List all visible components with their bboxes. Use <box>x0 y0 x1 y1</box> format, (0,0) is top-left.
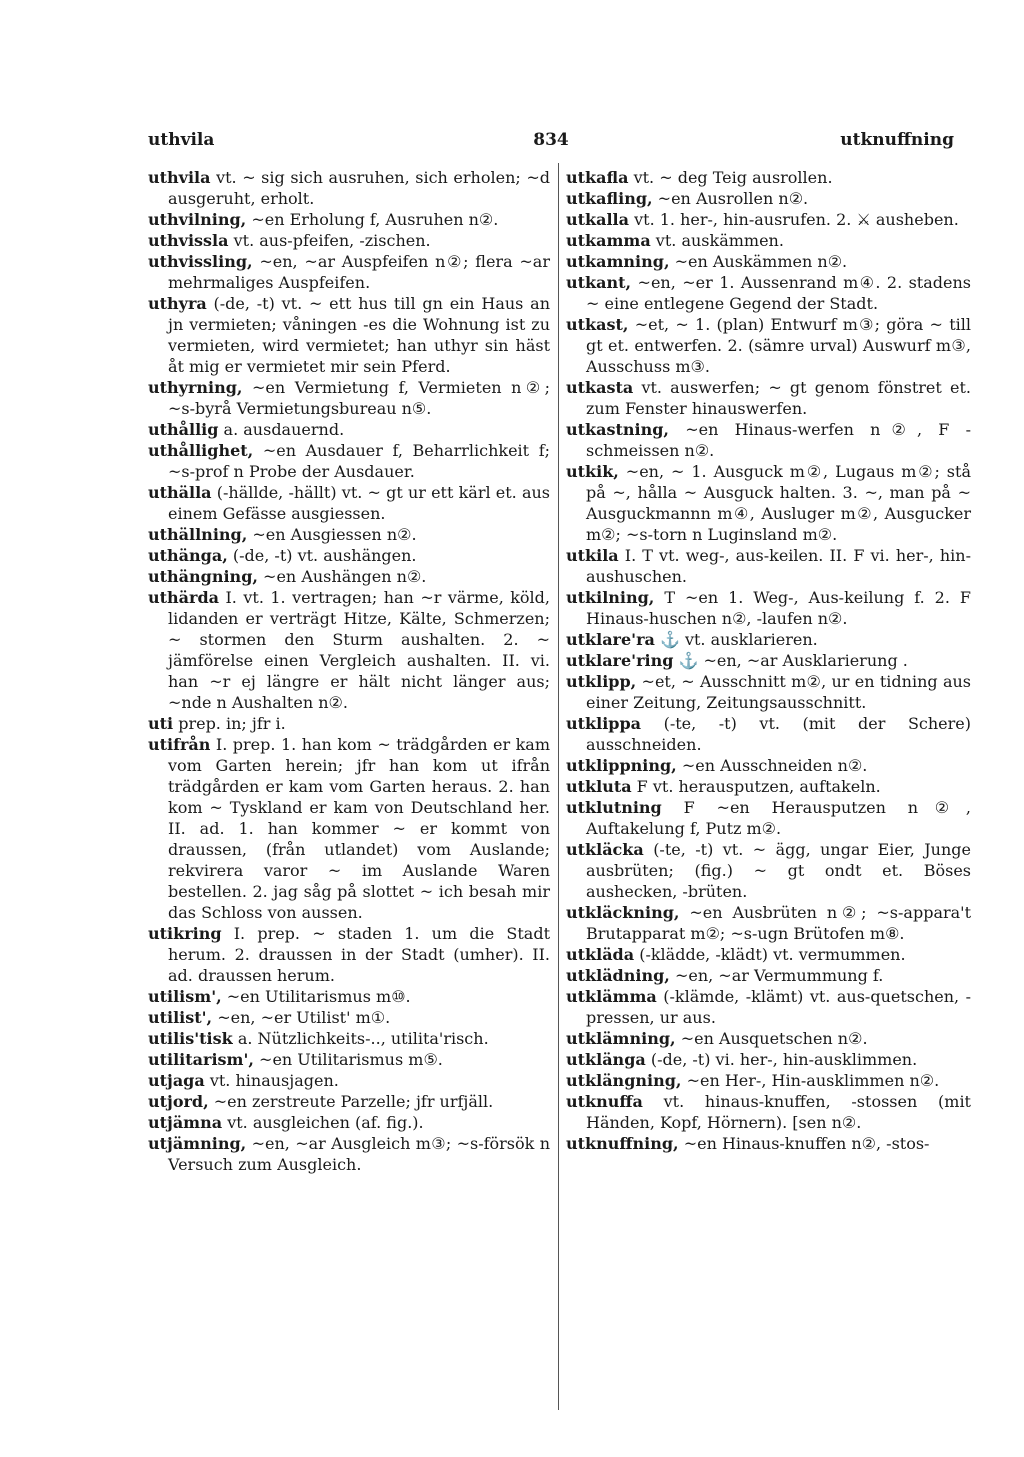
entry-definition: ~en, ~ 1. Ausguck m②, Lugaus m②; stå på ~, hålla ~ Ausguck halten. 3. ~, man på ~ Ausguckmannn m④, Ausluger m②, Ausgucker m②; ~s-torn n Luginsland m②. <box>586 462 971 544</box>
entry-definition: ~et, ~ Ausschnitt m②, ur en tidning aus einer Zeitung, Zeitungsausschnitt. <box>586 672 971 712</box>
dictionary-entry <box>148 566 550 587</box>
entry-headword: utkalla <box>566 210 629 229</box>
entry-definition: vt. hinaus-knuffen, -stossen (mit Händen, Kopf, Hörnern). [sen n②. <box>586 1092 971 1132</box>
dictionary-entry <box>566 251 971 272</box>
left-guideword: uthvila <box>148 130 215 150</box>
dictionary-entry <box>148 167 550 209</box>
entry-headword: utklutning <box>566 798 662 817</box>
dictionary-entry <box>566 650 971 671</box>
entry-headword: utkluta <box>566 777 632 796</box>
dictionary-entry <box>566 629 971 650</box>
dictionary-entry <box>566 755 971 776</box>
running-header <box>148 130 954 156</box>
entry-definition: vt. aus-pfeifen, -zischen. <box>233 231 431 250</box>
entry-definition: (-te, -t) vt. (mit der Schere) ausschneiden. <box>586 714 971 754</box>
dictionary-entry <box>566 671 971 713</box>
page-number: 834 <box>533 130 569 150</box>
dictionary-entry <box>148 545 550 566</box>
dictionary-entry <box>566 902 971 944</box>
entry-definition: ~en Ausdauer f, Beharrlichkeit f; ~s-prof n Probe der Ausdauer. <box>168 441 551 481</box>
entry-headword: uthvissling, <box>148 252 253 271</box>
entry-definition: vt. 1. her-, hin-ausrufen. 2. ⚔ ausheben. <box>634 210 959 229</box>
entry-definition: prep. in; jfr i. <box>178 714 286 733</box>
dictionary-entry <box>148 293 550 377</box>
entry-headword: utjämna <box>148 1113 223 1132</box>
entry-definition: ⚓ ~en, ~ar Ausklarierung . <box>678 651 908 670</box>
entry-headword: utklare'ra <box>566 630 655 649</box>
entry-definition: ~en, ~er Utilist' m①. <box>217 1008 391 1027</box>
entry-headword: utkasta <box>566 378 634 397</box>
entry-definition: ~en Her-, Hin-ausklimmen n②. <box>686 1071 940 1090</box>
entry-headword: utknuffa <box>566 1092 643 1111</box>
entry-headword: utkik, <box>566 462 619 481</box>
entry-headword: utilism', <box>148 987 222 1006</box>
dictionary-entry <box>566 188 971 209</box>
entry-headword: utjämning, <box>148 1134 247 1153</box>
dictionary-entry <box>148 524 550 545</box>
entry-definition: I. prep. ~ staden 1. um die Stadt herum. 2. draussen in der Stadt (umher). II. ad. draussen herum. <box>168 924 550 985</box>
entry-headword: utklipp, <box>566 672 637 691</box>
dictionary-entry <box>566 209 971 230</box>
entry-definition: ~en Ausrollen n②. <box>657 189 809 208</box>
dictionary-entry <box>148 482 550 524</box>
entry-definition: F ~en Herausputzen n②, Auftakelung f, Putz m②. <box>586 798 972 838</box>
dictionary-entry <box>148 419 550 440</box>
entry-headword: utkilning, <box>566 588 655 607</box>
dictionary-entry <box>148 1028 550 1049</box>
entry-definition: ~en Utilitarismus m⑤. <box>259 1050 443 1069</box>
entry-headword: utklängning, <box>566 1071 682 1090</box>
entry-definition: ~en, ~ar Auspfeifen n②; flera ~ar mehrmaliges Auspfeifen. <box>168 252 550 292</box>
dictionary-entry <box>566 377 971 419</box>
entry-headword: uthvissla <box>148 231 229 250</box>
dictionary-entry <box>148 209 550 230</box>
entry-definition: ~en Vermietung f, Vermieten n②; ~s-byrå Vermietungsbureau n⑤. <box>168 378 551 418</box>
entry-headword: utkamning, <box>566 252 670 271</box>
entry-definition: vt. ~ sig sich ausruhen, sich erholen; ~d ausgeruht, erholt. <box>168 168 550 208</box>
dictionary-entry <box>566 776 971 797</box>
dictionary-entry <box>566 1028 971 1049</box>
dictionary-entry <box>566 1133 971 1154</box>
dictionary-entry <box>566 167 971 188</box>
entry-headword: uthållig <box>148 420 219 439</box>
entry-headword: utkant, <box>566 273 632 292</box>
entry-definition: ~en Ausschneiden n②. <box>681 756 868 775</box>
entry-definition: ~en, ~ar Vermummung f. <box>674 966 884 985</box>
entry-headword: utklämning, <box>566 1029 676 1048</box>
entry-headword: utkamma <box>566 231 651 250</box>
entry-definition: ~et, ~ 1. (plan) Entwurf m③; göra ~ till gt et. entwerfen. 2. (sämre urval) Auswurf m③, Ausschuss m③. <box>586 315 972 376</box>
entry-headword: uthänga, <box>148 546 228 565</box>
dictionary-entry <box>148 1007 550 1028</box>
entry-definition: T ~en 1. Weg-, Aus-keilung f. 2. F Hinaus-huschen n②, -laufen n②. <box>586 588 971 628</box>
entry-definition: ~en zerstreute Parzelle; jfr urfjäll. <box>213 1092 494 1111</box>
dictionary-entry <box>566 797 971 839</box>
entry-definition: vt. ~ deg Teig ausrollen. <box>633 168 833 187</box>
entry-definition: ~en Ausbrüten n②; ~s-appara't Brutapparat m②; ~s-ugn Brütofen m⑧. <box>586 903 971 943</box>
dictionary-entry <box>148 251 550 293</box>
right-column <box>566 167 971 1154</box>
entry-headword: utkläckning, <box>566 903 680 922</box>
entry-headword: utjaga <box>148 1071 205 1090</box>
entry-definition: ~en, ~ar Ausgleich m③; ~s-försök n Versuch zum Ausgleich. <box>168 1134 550 1174</box>
dictionary-entry <box>566 230 971 251</box>
entry-headword: utkast, <box>566 315 629 334</box>
entry-definition: ~en Hinaus-knuffen n②, -stos- <box>683 1134 930 1153</box>
entry-headword: uthyrning, <box>148 378 243 397</box>
dictionary-entry <box>566 272 971 314</box>
dictionary-entry <box>148 1070 550 1091</box>
entry-headword: uthvila <box>148 168 211 187</box>
entry-definition: F vt. herausputzen, auftakeln. <box>636 777 881 796</box>
entry-definition: a. Nützlichkeits-.., utilita'risch. <box>237 1029 489 1048</box>
dictionary-entry <box>148 1112 550 1133</box>
entry-headword: uthällning, <box>148 525 248 544</box>
entry-definition: a. ausdauernd. <box>223 420 345 439</box>
entry-definition: vt. ausgleichen (af. fig.). <box>227 1113 424 1132</box>
entry-headword: utikring <box>148 924 222 943</box>
dictionary-entry <box>566 944 971 965</box>
entry-headword: utjord, <box>148 1092 209 1111</box>
dictionary-entry <box>566 1091 971 1133</box>
entry-headword: uthärda <box>148 588 220 607</box>
entry-definition: ~en Aushängen n②. <box>263 567 427 586</box>
entry-headword: utkläda <box>566 945 635 964</box>
dictionary-entry <box>566 419 971 461</box>
entry-definition: ~en Ausgiessen n②. <box>252 525 417 544</box>
entry-definition: ~en Utilitarismus m⑩. <box>226 987 411 1006</box>
entry-headword: utklädning, <box>566 966 670 985</box>
entry-headword: utklippning, <box>566 756 677 775</box>
entry-definition: I. T vt. weg-, aus-keilen. II. F vi. her-, hin-aushuschen. <box>586 546 972 586</box>
entry-definition: I. prep. 1. han kom ~ trädgården er kam vom Garten herein; jfr han kom ut ifrån trädgården er kam vom Garten heraus. 2. han kom ~ Tyskland er kam von Deutschland her. II. ad. 1. han kommer ~ er kommt von draussen, (från utlandet) vom Auslande; rekvirera varor ~ im Auslande Waren bestellen. 2. jag såg på slottet ~ ich besah mir das Schloss von aussen. <box>168 735 550 922</box>
entry-headword: utknuffning, <box>566 1134 679 1153</box>
entry-headword: utkastning, <box>566 420 669 439</box>
entry-definition: vt. auswerfen; ~ gt genom fönstret et. zum Fenster hinauswerfen. <box>586 378 971 418</box>
entry-headword: utkläcka <box>566 840 644 859</box>
entry-headword: utklänga <box>566 1050 646 1069</box>
dictionary-entry <box>566 461 971 545</box>
entry-definition: (-klädde, -klädt) vt. vermummen. <box>639 945 906 964</box>
entry-definition: (-klämde, -klämt) vt. aus-quetschen, -pressen, ur aus. <box>586 987 971 1027</box>
dictionary-entry <box>566 1049 971 1070</box>
entry-definition: ~en Erholung f, Ausruhen n②. <box>251 210 499 229</box>
entry-headword: utifrån <box>148 735 211 754</box>
dictionary-entry <box>148 923 550 986</box>
entry-headword: utilist', <box>148 1008 213 1027</box>
entry-headword: utklämma <box>566 987 657 1006</box>
entry-headword: uthälla <box>148 483 212 502</box>
dictionary-entry <box>566 965 971 986</box>
left-column <box>148 167 550 1175</box>
entry-definition: ~en, ~er 1. Aussenrand m④. 2. stadens ~ eine entlegene Gegend der Stadt. <box>586 273 971 313</box>
entry-headword: utilitarism', <box>148 1050 254 1069</box>
entry-headword: utkila <box>566 546 619 565</box>
entry-definition: ⚓ vt. ausklarieren. <box>659 630 818 649</box>
entry-definition: (-te, -t) vt. ~ ägg, ungar Eier, Junge ausbrüten; (fig.) ~ gt ondt et. Böses aushecken, -brüten. <box>586 840 971 901</box>
dictionary-entry <box>148 986 550 1007</box>
dictionary-entry <box>566 545 971 587</box>
dictionary-entry <box>148 377 550 419</box>
entry-headword: utkafla <box>566 168 629 187</box>
dictionary-entry <box>566 587 971 629</box>
dictionary-entry <box>566 314 971 377</box>
entry-definition: ~en Ausquetschen n②. <box>680 1029 868 1048</box>
entry-definition: I. vt. 1. vertragen; han ~r värme, köld, lidanden er verträgt Hitze, Kälte, Schmerzen; ~ stormen den Sturm aushalten. 2. ~ jämförelse einen Vergleich aushalten. II. vi. han ~r ej längre er hält nicht länger aus; ~nde n Aushalten n②. <box>168 588 551 712</box>
entry-definition: vt. hinausjagen. <box>209 1071 339 1090</box>
dictionary-entry <box>566 839 971 902</box>
dictionary-entry <box>566 713 971 755</box>
entry-definition: vt. auskämmen. <box>655 231 784 250</box>
dictionary-entry <box>148 1049 550 1070</box>
dictionary-entry <box>148 587 550 713</box>
dictionary-entry <box>148 440 550 482</box>
column-divider <box>558 163 559 1410</box>
entry-definition: (-de, -t) vi. her-, hin-ausklimmen. <box>650 1050 918 1069</box>
entry-headword: uti <box>148 714 174 733</box>
dictionary-entry <box>148 230 550 251</box>
dictionary-entry <box>566 1070 971 1091</box>
entry-headword: uthållighet, <box>148 441 254 460</box>
entry-headword: utilis'tisk <box>148 1029 233 1048</box>
entry-headword: utklippa <box>566 714 642 733</box>
entry-headword: uthvilning, <box>148 210 247 229</box>
right-guideword: utknuffning <box>840 130 954 150</box>
entry-definition: (-de, -t) vt. ~ ett hus till gn ein Haus an jn vermieten; våningen -es die Wohnung ist zu vermieten, wird vermietet; han uthyr sin häst åt mig er vermietet mir sein Pferd. <box>168 294 550 376</box>
dictionary-entry <box>148 1091 550 1112</box>
entry-headword: uthängning, <box>148 567 258 586</box>
entry-definition: (-hällde, -hällt) vt. ~ gt ur ett kärl et. aus einem Gefässe ausgiessen. <box>168 483 550 523</box>
entry-definition: (-de, -t) vt. aushängen. <box>232 546 417 565</box>
entry-definition: ~en Hinaus-werfen n②, F -schmeissen n②. <box>586 420 971 460</box>
dictionary-entry <box>566 986 971 1028</box>
entry-headword: utkafling, <box>566 189 653 208</box>
dictionary-entry <box>148 1133 550 1175</box>
entry-definition: ~en Auskämmen n②. <box>674 252 848 271</box>
dictionary-entry <box>148 713 550 734</box>
dictionary-entry <box>148 734 550 923</box>
entry-headword: utklare'ring <box>566 651 674 670</box>
entry-headword: uthyra <box>148 294 207 313</box>
